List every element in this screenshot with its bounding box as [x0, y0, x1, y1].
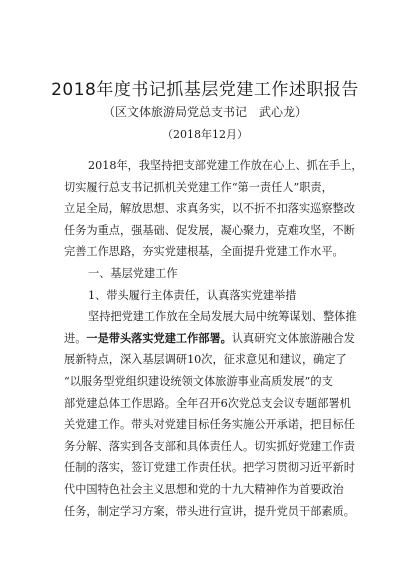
report-date: （2018年12月）: [162, 128, 248, 141]
section-heading: 一、基层党建工作: [88, 266, 178, 280]
paragraph-text: 进。: [64, 331, 87, 345]
paragraph-line: 务分解、落实到各支部和具体责任人。切实抓好党建工作责: [64, 439, 355, 453]
report-subtitle: （区文体旅游局党总支书记 武心龙）: [102, 105, 307, 119]
paragraph-text: 认真研究文体旅游融合发: [231, 331, 355, 345]
paragraph-line: “以服务型党组织建设统领文体旅游事业高质发展”的支: [64, 374, 333, 388]
report-body: [64, 155, 364, 522]
paragraph-line: 任制的落实，签订党建工作责任状。把学习贯彻习近平新时: [64, 461, 355, 475]
paragraph-line: 展新特点，深入基层调研10次，征求意见和建议，确定了: [64, 353, 347, 367]
paragraph-line: 完善工作思路，夯实党建根基，全面提升党建工作水平。: [64, 245, 344, 259]
paragraph-line: 任务，制定学习方案，带头进行宣讲，提升党员干部素质。: [64, 504, 355, 518]
paragraph-line: 部党建总体工作思路。全年召开6次党总支会议专题部署机: [64, 396, 351, 410]
paragraph-line: [64, 328, 364, 350]
paragraph-line: 任务为重点，强基础、促发展，凝心聚力，克难攻坚，不断: [64, 223, 355, 237]
paragraph-line: 立足全局，解放思想、求真务实，以不折不扣落实巡察整改: [64, 202, 355, 216]
subsection-heading: 1、带头履行主体责任，认真落实党建举措: [88, 288, 297, 302]
report-title: 2018年度书记抓基层党建工作述职报告: [51, 80, 359, 100]
paragraph-line: 切实履行总支书记抓机关党建工作“第一责任人”职责，: [64, 180, 333, 194]
paragraph-line: 坚持把党建工作放在全局发展大局中统筹谋划、整体推: [88, 310, 357, 324]
bold-lead-text: 一是带头落实党建工作部署。: [86, 330, 232, 345]
paragraph-line: 代中国特色社会主义思想和党的十九大精神作为首要政治: [64, 482, 344, 496]
paragraph-line: 2018年，我坚持把支部党建工作放在心上、抓在手上，: [88, 159, 363, 172]
paragraph-line: 关党建工作。带头对党建目标任务实施公开承诺，把目标任: [64, 418, 355, 432]
